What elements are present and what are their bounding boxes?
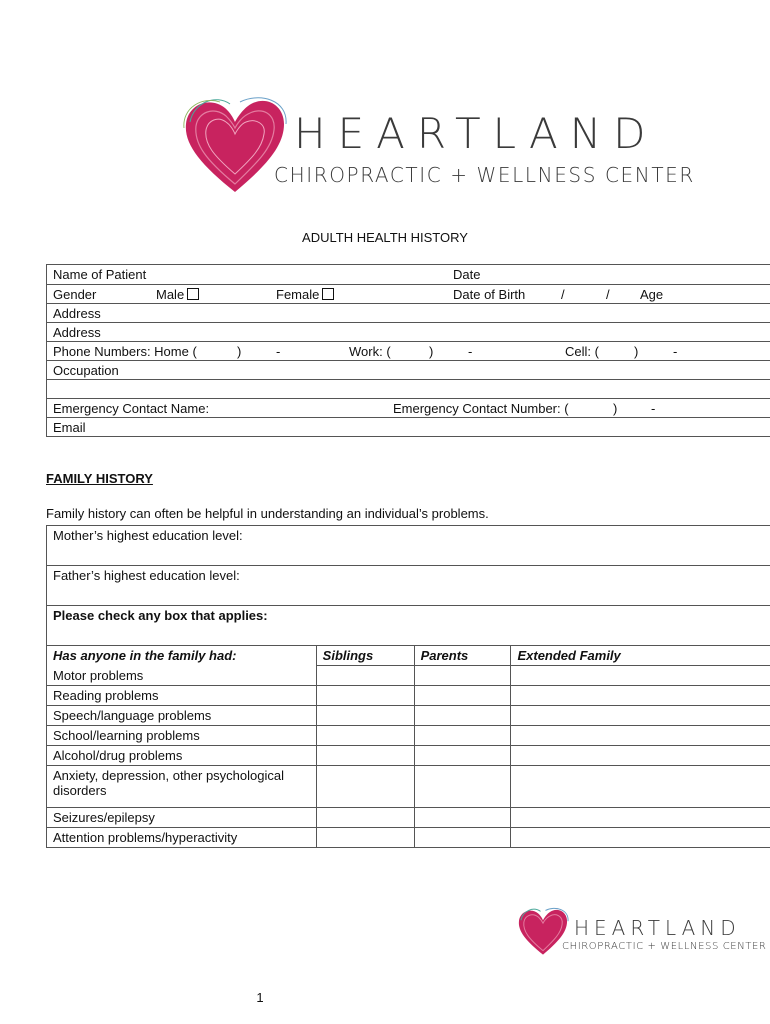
- work-close: ): [429, 344, 434, 359]
- siblings-cell[interactable]: [316, 766, 414, 808]
- table-row: [47, 726, 770, 746]
- extended-family-cell[interactable]: [511, 808, 770, 828]
- table-row: [47, 828, 770, 848]
- dob-slash-1: /: [561, 287, 565, 302]
- row-gender: [47, 284, 770, 303]
- parents-cell[interactable]: [414, 766, 511, 808]
- address-label-2: Address: [53, 325, 101, 340]
- table-row: [47, 746, 770, 766]
- family-history-heading: FAMILY HISTORY: [46, 471, 153, 486]
- cell-label: Cell: (: [565, 344, 599, 359]
- siblings-cell[interactable]: [316, 808, 414, 828]
- parents-cell[interactable]: [414, 666, 511, 686]
- work-label: Work: (: [349, 344, 391, 359]
- extended-family-cell[interactable]: [511, 766, 770, 808]
- row-phones: [47, 341, 770, 360]
- table-row: [47, 706, 770, 726]
- email-label: Email: [53, 420, 86, 435]
- extended-family-cell[interactable]: [511, 828, 770, 848]
- logo-name: HEARTLAND: [294, 109, 658, 158]
- name-label: Name of Patient: [53, 267, 147, 282]
- phone-home-close: ): [237, 344, 242, 359]
- address-label-1: Address: [53, 306, 101, 321]
- table-row: [47, 686, 770, 706]
- row-address-1: [47, 303, 770, 322]
- row-address-2: [47, 322, 770, 341]
- condition-label: School/learning problems: [47, 726, 317, 746]
- condition-label: Seizures/epilepsy: [47, 808, 317, 828]
- emergency-number-label: Emergency Contact Number: (: [393, 401, 569, 416]
- female-label: Female: [276, 287, 320, 302]
- extended-family-cell[interactable]: [511, 686, 770, 706]
- condition-label: Speech/language problems: [47, 706, 317, 726]
- row-name-date: [47, 265, 770, 284]
- age-label: Age: [640, 287, 664, 302]
- parents-cell[interactable]: [414, 726, 511, 746]
- extended-family-cell[interactable]: [511, 706, 770, 726]
- dob-slash-2: /: [606, 287, 610, 302]
- siblings-cell[interactable]: [316, 746, 414, 766]
- table-row: [47, 766, 770, 808]
- gender-label: Gender: [53, 287, 97, 302]
- male-label: Male: [156, 287, 185, 302]
- row-occupation: [47, 360, 770, 379]
- cell-dash: -: [673, 344, 678, 359]
- male-checkbox[interactable]: [187, 288, 199, 300]
- mother-education-field[interactable]: [47, 526, 770, 566]
- emergency-dash: -: [651, 401, 656, 416]
- col-header-extended-family: Extended Family: [511, 646, 770, 666]
- cell-close: ): [634, 344, 639, 359]
- siblings-cell[interactable]: [316, 666, 414, 686]
- parents-cell[interactable]: [414, 746, 511, 766]
- row-emergency: [47, 398, 770, 417]
- condition-label: Reading problems: [47, 686, 317, 706]
- footer-logo-name: HEARTLAND: [574, 916, 741, 940]
- condition-label: Attention problems/hyperactivity: [47, 828, 317, 848]
- col-header-parents: Parents: [414, 646, 511, 666]
- phone-home-label: Phone Numbers: Home (: [53, 344, 197, 359]
- parents-cell[interactable]: [414, 828, 511, 848]
- family-history-table: [46, 525, 770, 848]
- emergency-name-label: Emergency Contact Name:: [53, 401, 210, 416]
- extended-family-cell[interactable]: [511, 726, 770, 746]
- siblings-cell[interactable]: [316, 726, 414, 746]
- page-number: 1: [256, 990, 264, 1005]
- patient-info-table: [46, 264, 770, 437]
- logo-tagline: CHIROPRACTIC + WELLNESS CENTER: [274, 163, 695, 187]
- work-dash: -: [468, 344, 473, 359]
- condition-label: Alcohol/drug problems: [47, 746, 317, 766]
- siblings-cell[interactable]: [316, 686, 414, 706]
- siblings-cell[interactable]: [316, 706, 414, 726]
- table-row: [47, 666, 770, 686]
- female-checkbox[interactable]: [322, 288, 334, 300]
- date-label: Date: [453, 267, 481, 282]
- siblings-cell[interactable]: [316, 828, 414, 848]
- occupation-label: Occupation: [53, 363, 119, 378]
- mother-education-label: Mother’s highest education level:: [53, 528, 243, 543]
- table-row: [47, 808, 770, 828]
- family-history-intro: Family history can often be helpful in understanding an individual’s problems.: [46, 506, 489, 521]
- condition-label: Anxiety, depression, other psychological disorders: [47, 766, 317, 808]
- check-label: Please check any box that applies:: [53, 608, 268, 623]
- col-header-condition: Has anyone in the family had:: [47, 646, 317, 666]
- father-education-field[interactable]: [47, 566, 770, 606]
- father-education-label: Father’s highest education level:: [53, 568, 240, 583]
- form-title: ADULTH HEALTH HISTORY: [302, 230, 468, 245]
- phone-home-dash: -: [276, 344, 281, 359]
- extended-family-cell[interactable]: [511, 666, 770, 686]
- male-option: [156, 287, 199, 302]
- check-instructions: [47, 606, 770, 646]
- female-option: [276, 287, 334, 302]
- parents-cell[interactable]: [414, 808, 511, 828]
- parents-cell[interactable]: [414, 706, 511, 726]
- extended-family-cell[interactable]: [511, 746, 770, 766]
- parents-cell[interactable]: [414, 686, 511, 706]
- table-header-row: [47, 646, 770, 666]
- footer-logo-tagline: CHIROPRACTIC + WELLNESS CENTER: [562, 941, 767, 952]
- emergency-close: ): [613, 401, 618, 416]
- col-header-siblings: Siblings: [316, 646, 414, 666]
- dob-label: Date of Birth: [453, 287, 526, 302]
- row-blank: [47, 379, 770, 398]
- row-email: [47, 417, 770, 436]
- condition-label: Motor problems: [47, 666, 317, 686]
